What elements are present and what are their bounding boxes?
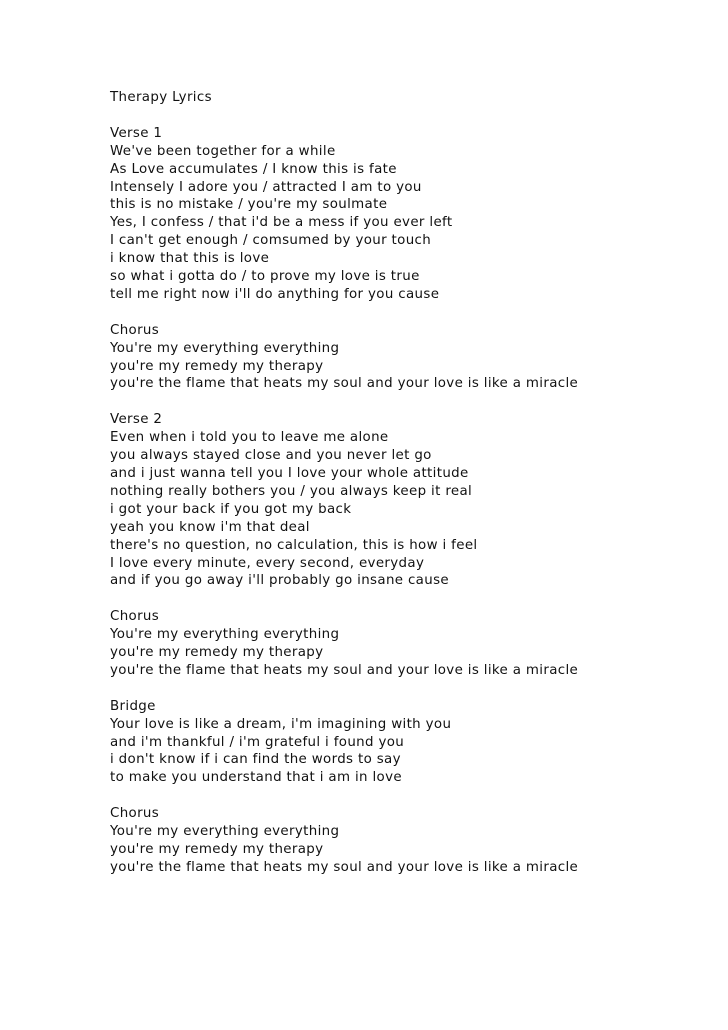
- lyric-line: and if you go away i'll probably go insane cause: [110, 573, 449, 589]
- lyric-line: Yes, I confess / that i'd be a mess if you ever left: [110, 215, 453, 231]
- lyrics-sections: [110, 125, 710, 877]
- lyric-line: You're my everything everything: [110, 627, 340, 643]
- lyrics-section: [110, 805, 710, 877]
- section-heading: Chorus: [110, 806, 160, 822]
- section-heading: Chorus: [110, 609, 160, 625]
- lyrics-section: [110, 125, 710, 304]
- lyric-line: you're my remedy my therapy: [110, 841, 324, 857]
- lyric-line: Your love is like a dream, i'm imagining with you: [110, 716, 452, 732]
- lyric-line: you're my remedy my therapy: [110, 358, 324, 374]
- lyrics-section: [110, 411, 710, 590]
- lyric-line: there's no question, no calculation, this is how i feel: [110, 537, 478, 553]
- lyric-line: you're the flame that heats my soul and your love is like a miracle: [110, 662, 579, 678]
- lyrics-document: [110, 89, 710, 877]
- section-heading: Bridge: [110, 698, 156, 714]
- lyric-line: i got your back if you got my back: [110, 501, 352, 517]
- lyric-line: i don't know if i can find the words to say: [110, 752, 401, 768]
- section-heading: Chorus: [110, 322, 160, 338]
- lyric-line: nothing really bothers you / you always keep it real: [110, 483, 473, 499]
- lyrics-section: [110, 608, 710, 680]
- lyric-line: I can't get enough / comsumed by your touch: [110, 233, 432, 249]
- lyric-line: i know that this is love: [110, 251, 270, 267]
- lyric-line: yeah you know i'm that deal: [110, 519, 310, 535]
- lyric-line: and i just wanna tell you I love your whole attitude: [110, 465, 469, 481]
- lyric-line: this is no mistake / you're my soulmate: [110, 197, 388, 213]
- lyric-line: You're my everything everything: [110, 340, 340, 356]
- lyric-line: We've been together for a while: [110, 143, 336, 159]
- lyric-line: Even when i told you to leave me alone: [110, 430, 389, 446]
- lyric-line: You're my everything everything: [110, 824, 340, 840]
- lyric-line: to make you understand that i am in love: [110, 770, 402, 786]
- lyric-line: As Love accumulates / I know this is fate: [110, 161, 397, 177]
- lyrics-section: [110, 322, 710, 394]
- lyrics-section: [110, 698, 710, 788]
- lyric-line: so what i gotta do / to prove my love is true: [110, 269, 420, 285]
- section-heading: Verse 1: [110, 125, 163, 141]
- lyric-line: tell me right now i'll do anything for you cause: [110, 286, 440, 302]
- lyric-line: you're my remedy my therapy: [110, 645, 324, 661]
- lyric-line: Intensely I adore you / attracted I am to you: [110, 179, 422, 195]
- section-heading: Verse 2: [110, 412, 163, 428]
- lyric-line: you always stayed close and you never let go: [110, 448, 432, 464]
- lyric-line: you're the flame that heats my soul and your love is like a miracle: [110, 376, 579, 392]
- lyric-line: you're the flame that heats my soul and your love is like a miracle: [110, 859, 579, 875]
- document-title: Therapy Lyrics: [110, 90, 212, 105]
- lyric-line: I love every minute, every second, everyday: [110, 555, 425, 571]
- lyric-line: and i'm thankful / i'm grateful i found you: [110, 734, 405, 750]
